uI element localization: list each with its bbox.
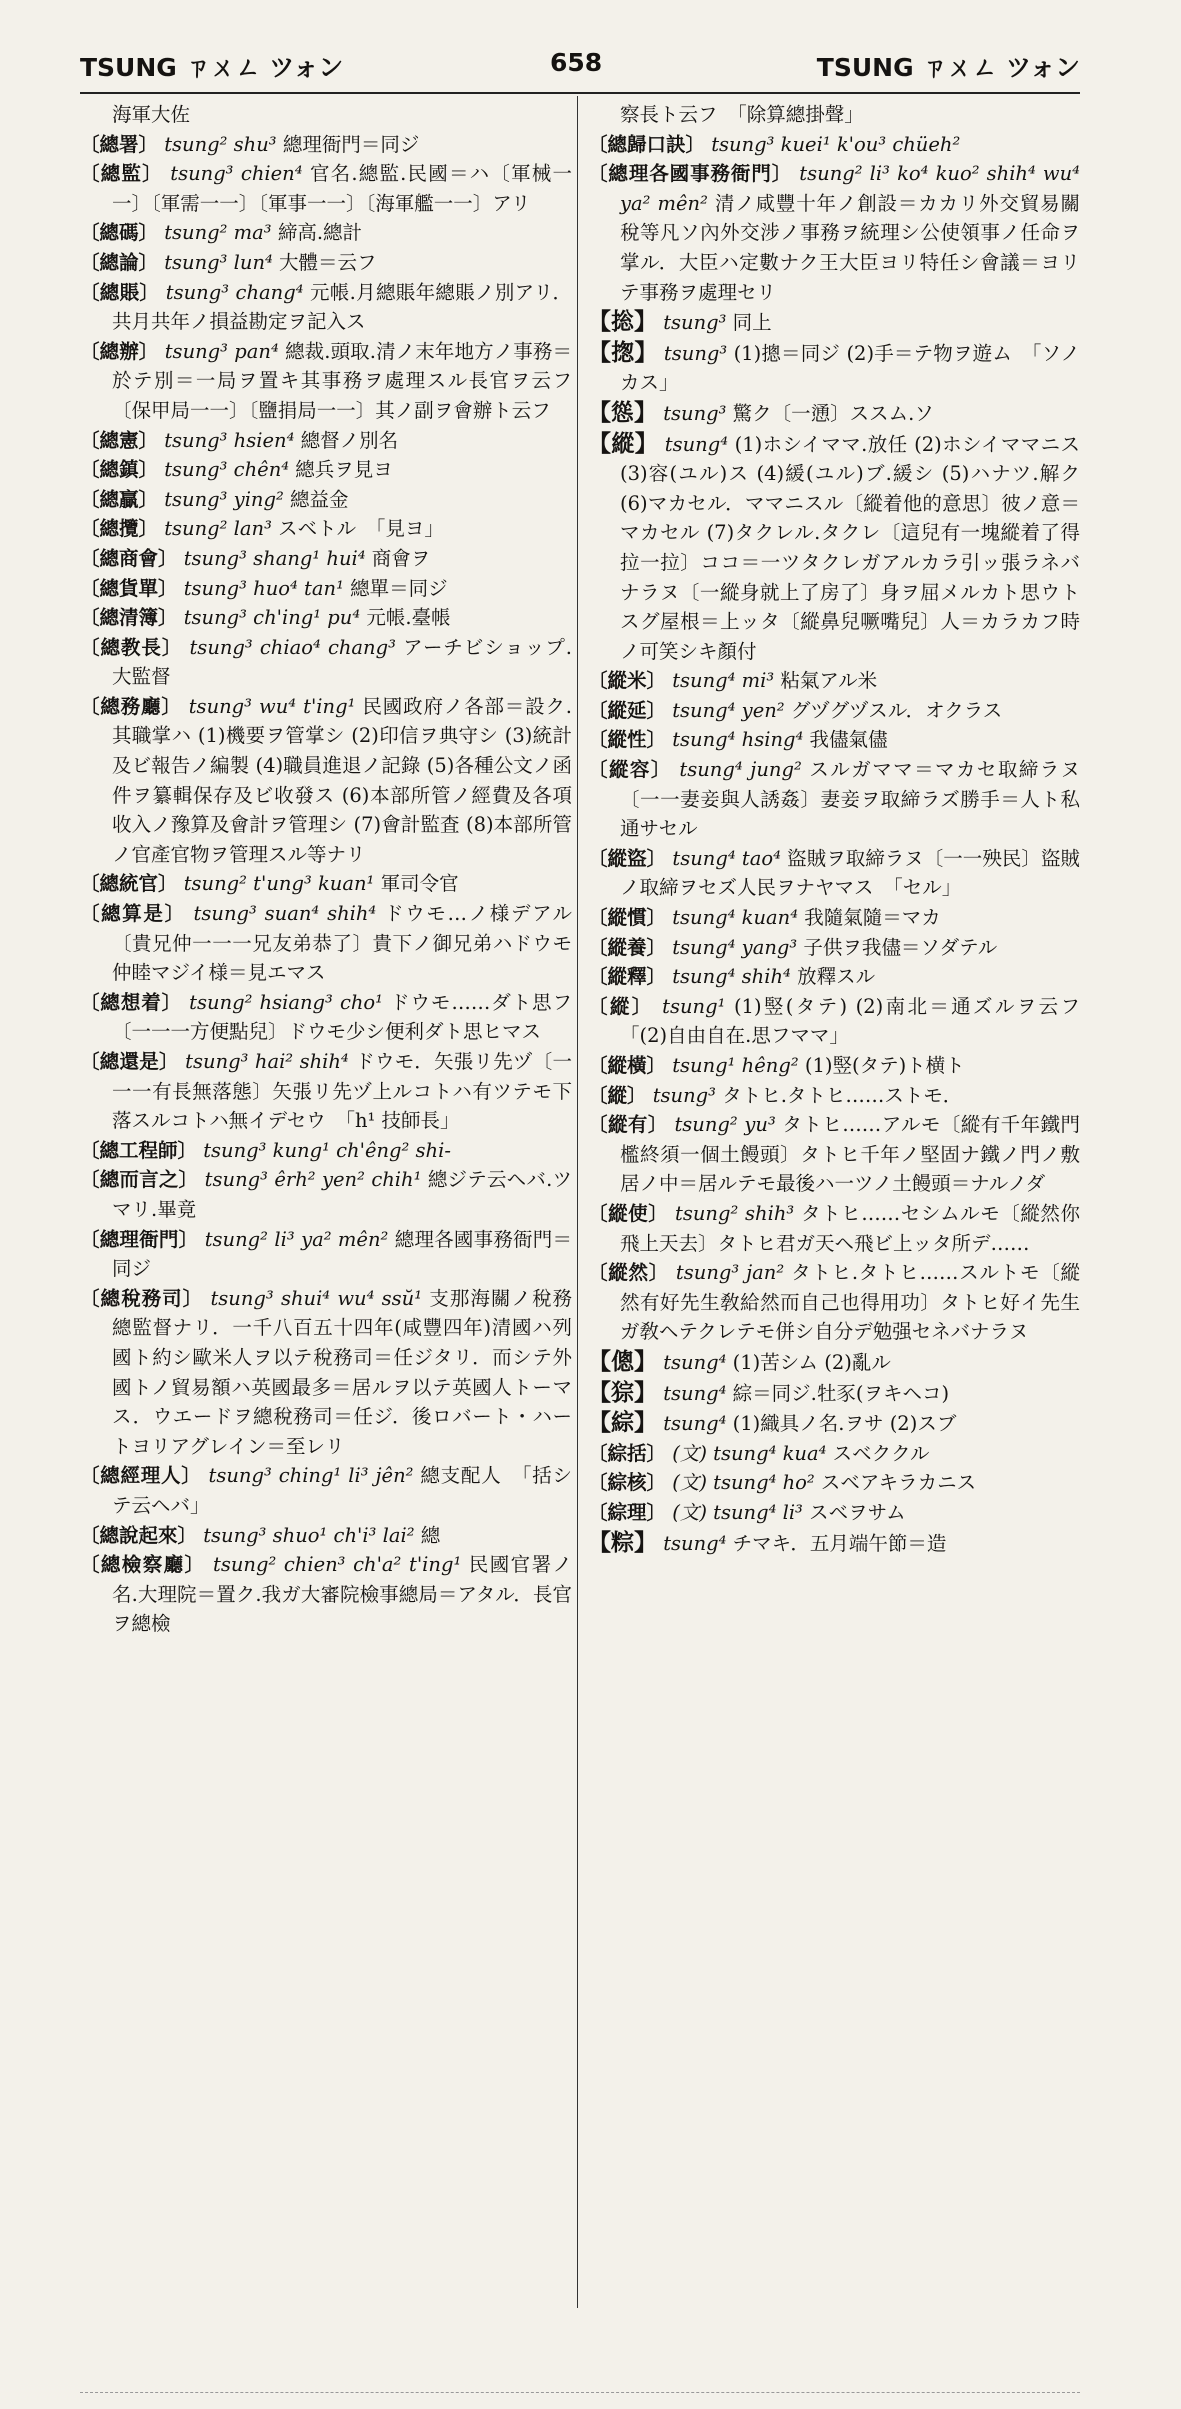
dictionary-entry <box>80 337 572 426</box>
entry-gloss: 總裁.頭取.清ノ末年地方ノ事務＝於テ別＝一局ヲ置キ其事務ヲ處理スル長官ヲ云フ〔保甲局一一〕〔鹽捐局一一〕其ノ副ヲ會辦ト云フ <box>112 339 572 422</box>
entry-headword: 〔縱容〕 <box>588 758 672 782</box>
dictionary-entry <box>588 666 1080 696</box>
dictionary-entry <box>588 696 1080 726</box>
entry-gloss: 粘氣アル米 <box>780 669 878 693</box>
entry-gloss: 我隨氣隨＝マカ <box>804 906 941 930</box>
entry-gloss: 同上 <box>732 311 772 335</box>
entry-romanization: tsung² yu³ <box>667 1113 783 1137</box>
entry-romanization: tsung² shu³ <box>158 132 283 156</box>
entry-headword: 〔總碼〕 <box>80 221 159 245</box>
entry-headword: 【捴】 <box>588 308 657 336</box>
entry-gloss: アーチビショップ.大監督 <box>112 635 572 689</box>
entry-gloss: 元帳.臺帳 <box>366 606 451 630</box>
entry-headword: 〔總想着〕 <box>80 990 183 1014</box>
dictionary-entry <box>588 1408 1080 1439</box>
entry-headword: 〔縱〕 <box>588 994 654 1018</box>
entry-headword: 〔總歸口訣〕 <box>588 132 706 156</box>
entry-romanization: (文) tsung⁴ ho² <box>666 1471 821 1495</box>
entry-romanization: tsung⁴ <box>658 432 735 456</box>
entry-headword: 〔總商會〕 <box>80 546 178 570</box>
entry-gloss: (1)竪(タテ)ト横ト <box>804 1054 965 1077</box>
entry-gloss: 大體＝云フ <box>279 250 377 274</box>
entry-romanization: tsung³ shang¹ hui⁴ <box>177 546 372 570</box>
entry-romanization: tsung³ chien⁴ <box>162 162 310 186</box>
bottom-rule <box>80 2392 1080 2393</box>
entry-gloss: (1)織具ノ名.ヲサ (2)スブ <box>732 1412 957 1436</box>
entry-gloss: (1)ホシイママ.放任 (2)ホシイママニス (3)容(ユル)ス (4)緩(ユル)ブ.緩シ (5)ハナツ.解ク (6)マカセル．ママニスル〔縱着他的意思〕彼ノ意＝マカセル (7)タクレル.タクレ〔這兒有一塊縱着了得拉一拉〕ココ＝一ツタクレガアルカラ引ッ張ラネバナラヌ〔一縱身就上了房了〕身ヲ屈メルカト思ウトスグ屋根＝上ッタ〔縱鼻兒噘嘴兒〕人＝カラカフ時ノ可笑シキ顏付 <box>620 432 1080 663</box>
entry-romanization: tsung³ chên⁴ <box>158 458 296 482</box>
entry-headword: 〔總說起來〕 <box>80 1523 198 1547</box>
entry-romanization: tsung³ <box>657 311 733 335</box>
dictionary-entry <box>80 988 572 1047</box>
dictionary-entry <box>588 1498 1080 1528</box>
entry-gloss: 民國政府ノ各部＝設ク.其職掌ハ (1)機要ヲ管掌シ (2)印信ヲ典守シ (3)統計及ビ報告ノ編製 (4)職員進退ノ記錄 (5)各種公文ノ函件ヲ纂輯保存及ビ收發ス (6)本部所管ノ經費及各項收入ノ豫算及會計ヲ管理シ (7)會計監査 (8)本部所管ノ官產官物ヲ管理スル等ナリ <box>112 694 572 866</box>
entry-romanization: tsung³ pan⁴ <box>158 339 286 363</box>
entry-headword: 〔縱盜〕 <box>588 846 667 870</box>
entry-headword: 〔縱性〕 <box>588 728 667 752</box>
entry-headword: 〔縱養〕 <box>588 935 667 959</box>
dictionary-entry <box>80 574 572 604</box>
entry-gloss: タトヒ……アルモ〔縱有千年鐵門檻終須一個土饅頭〕タトヒ千年ノ堅固ナ鐵ノ門ノ敷居ノ中＝居ルテモ最後ハ一ツノ土饅頭＝ナルノダ <box>620 1113 1080 1196</box>
entry-romanization: tsung³ wu⁴ t'ing¹ <box>181 694 363 718</box>
dictionary-entry <box>80 1284 572 1462</box>
entry-headword: 〔總貨單〕 <box>80 576 178 600</box>
entry-gloss: (1)苦シム (2)亂ル <box>732 1350 891 1374</box>
entry-headword: 〔總務廳〕 <box>80 694 182 718</box>
entry-headword: 〔縱有〕 <box>588 1113 668 1137</box>
entry-gloss: 總兵ヲ見ヨ <box>295 458 393 482</box>
dictionary-entry <box>80 100 572 130</box>
entry-gloss: 海軍大佐 <box>112 103 191 126</box>
header-rule <box>80 92 1080 94</box>
entry-headword: 〔總教長〕 <box>80 635 183 659</box>
dictionary-entry <box>80 426 572 456</box>
entry-gloss: 綜＝同ジ.牡豕(ヲキヘコ) <box>732 1381 950 1405</box>
entry-romanization: (文) tsung⁴ li³ <box>666 1500 810 1524</box>
entry-romanization: tsung³ shuo¹ ch'i³ lai² <box>197 1523 421 1547</box>
entry-romanization: tsung² li³ ya² mên² <box>198 1227 395 1251</box>
entry-headword: 【揔】 <box>588 338 658 366</box>
entry-romanization: tsung⁴ mi³ <box>666 669 781 693</box>
entry-headword: 【粽】 <box>588 1528 657 1556</box>
entry-gloss: 察長ト云フ 「除算總掛聲」 <box>620 103 864 126</box>
entry-romanization: tsung³ huo⁴ tan¹ <box>177 576 351 600</box>
entry-romanization: tsung⁴ <box>657 1350 733 1374</box>
column-divider <box>577 96 578 2308</box>
dictionary-entry <box>588 992 1100 1051</box>
entry-headword: 〔總攬〕 <box>80 517 159 541</box>
entry-gloss: 總督ノ別名 <box>300 428 399 452</box>
dictionary-entry <box>80 1165 572 1224</box>
dictionary-entry <box>588 307 1080 338</box>
entry-gloss: ドウモ．矢張リ先ヅ〔一一一有長無落態〕矢張リ先ヅ上ルコトハ有ツテモ下落スルコトハ無イデセウ 「h¹ 技師長」 <box>112 1050 572 1133</box>
entry-headword: 〔總而言之〕 <box>80 1168 199 1192</box>
dictionary-entry <box>588 338 1080 398</box>
entry-headword: 〔綜理〕 <box>588 1500 667 1524</box>
entry-gloss: 清ノ咸豐十年ノ創設＝カカリ外交貿易關稅等凡ソ內外交涉ノ事務ヲ統理シ公使領事ノ任命ヲ掌ル．大臣ハ定數ナク王大臣ヨリ特任シ會議＝ヨリテ事務ヲ處理セリ <box>620 191 1080 304</box>
entry-headword: 【傯】 <box>588 1347 657 1375</box>
entry-romanization: tsung¹ <box>653 994 734 1018</box>
entry-headword: 〔總理衙門〕 <box>80 1227 199 1251</box>
entry-headword: 〔總憲〕 <box>80 428 159 452</box>
entry-romanization: tsung⁴ tao⁴ <box>666 846 788 870</box>
dictionary-entry <box>588 1347 1080 1378</box>
entry-headword: 〔綜括〕 <box>588 1441 667 1465</box>
entry-headword: 〔總論〕 <box>80 250 159 274</box>
page-header <box>80 48 1080 88</box>
entry-headword: 【猔】 <box>588 1378 657 1406</box>
entry-headword: 〔總理各國事務衙門〕 <box>588 162 793 186</box>
dictionary-entry <box>588 1528 1080 1559</box>
entry-gloss: チマキ．五月端午節＝造 <box>732 1531 947 1555</box>
dictionary-entry <box>588 725 1080 755</box>
dictionary-entry <box>80 1461 572 1520</box>
entry-headword: 〔總檢察廳〕 <box>80 1553 206 1577</box>
entry-headword: 〔總工程師〕 <box>80 1138 198 1162</box>
dictionary-entry <box>588 100 1080 130</box>
entry-gloss: 子供ヲ我儘＝ソダテル <box>803 935 998 959</box>
dictionary-entry <box>80 899 572 988</box>
entry-gloss: 軍司令官 <box>380 872 459 896</box>
entry-gloss: 總理衙門＝同ジ <box>282 132 420 156</box>
dictionary-entry <box>80 1047 572 1136</box>
entry-gloss: 總 <box>420 1523 441 1547</box>
entry-romanization: tsung³ chiao⁴ chang³ <box>182 635 404 659</box>
entry-headword: 〔總統官〕 <box>80 872 178 896</box>
dictionary-entry <box>588 1051 1080 1081</box>
entry-headword: 〔縱〕 <box>588 1083 647 1107</box>
right-column <box>588 100 1100 1558</box>
dictionary-entry <box>80 278 572 337</box>
entry-gloss: スベヲサム <box>809 1500 906 1524</box>
entry-romanization: tsung³ kung¹ ch'êng² shi- <box>197 1138 451 1162</box>
dictionary-entry <box>588 1199 1080 1258</box>
entry-headword: 〔總還是〕 <box>80 1050 179 1073</box>
dictionary-entry <box>80 130 572 160</box>
entry-gloss: 商會ヲ <box>371 546 431 570</box>
entry-romanization: tsung² lan³ <box>158 517 279 541</box>
entry-gloss: 締高.總計 <box>277 221 363 245</box>
entry-romanization: tsung⁴ <box>657 1381 733 1405</box>
entry-gloss: (1)竪(タテ) (2)南北＝通ズルヲ云フ 「(2)自由自在.思フママ」 <box>620 994 1100 1048</box>
dictionary-entry <box>80 1521 572 1551</box>
entry-headword: 〔總監〕 <box>80 162 163 186</box>
dictionary-entry <box>588 398 1080 429</box>
entry-gloss: 元帳.月總賬年總賬ノ別アリ．共月共年ノ損益勘定ヲ記入ス <box>112 280 572 334</box>
entry-romanization: tsung³ ch'ing¹ pu⁴ <box>177 606 367 630</box>
dictionary-entry <box>80 1225 572 1284</box>
entry-gloss: タトヒ.タトヒ……ストモ． <box>722 1083 963 1107</box>
entry-gloss: ドウモ……ダト思フ〔一一一方便點兒〕ドウモ少シ便利ダト思ヒマス <box>112 990 572 1044</box>
entry-headword: 〔總鎮〕 <box>80 458 159 482</box>
entry-headword: 〔縱橫〕 <box>588 1054 667 1077</box>
dictionary-entry <box>80 514 572 544</box>
entry-headword: 〔總清簿〕 <box>80 606 178 630</box>
entry-gloss: 我儘氣儘 <box>809 728 888 752</box>
entry-romanization: tsung³ jan² <box>668 1261 792 1285</box>
entry-romanization: tsung³ suan⁴ shih⁴ <box>185 902 385 926</box>
dictionary-entry <box>80 633 572 692</box>
entry-romanization: tsung² shih³ <box>668 1201 801 1225</box>
entry-romanization: tsung⁴ jung² <box>671 758 810 782</box>
dictionary-entry <box>588 844 1080 903</box>
page-number: 658 <box>550 48 603 77</box>
entry-gloss: スベククル <box>832 1441 930 1465</box>
entry-romanization: tsung³ <box>646 1083 723 1107</box>
entry-gloss: タトヒ……セシムルモ〔縱然你飛上天去〕タトヒ君ガ天ヘ飛ビ上ッタ所デ…… <box>620 1201 1080 1255</box>
dictionary-entry <box>588 933 1080 963</box>
entry-headword: 〔綜核〕 <box>588 1471 667 1495</box>
dictionary-entry <box>588 1081 1080 1111</box>
entry-headword: 〔總經理人〕 <box>80 1464 202 1488</box>
entry-gloss: 總理各國事務衙門＝同ジ <box>112 1227 572 1281</box>
entry-gloss: 總支配人 「括シテ云ヘバ」 <box>112 1464 572 1517</box>
dictionary-entry <box>80 159 572 218</box>
dictionary-entry <box>80 1136 572 1166</box>
dictionary-entry <box>588 159 1080 307</box>
entry-gloss: 總單＝同ジ <box>350 576 448 600</box>
dictionary-entry <box>80 1550 572 1639</box>
entry-gloss: タトヒ.タトヒ……スルトモ〔縱然有好先生敎給然而自己也得用功〕タトヒ好イ先生ガ敎ヘテクレテモ併シ自分デ勉强セネバナラヌ <box>620 1261 1080 1344</box>
entry-romanization: tsung⁴ hsing⁴ <box>666 728 810 752</box>
dictionary-entry <box>80 603 572 633</box>
dictionary-entry <box>588 1439 1080 1469</box>
entry-romanization: tsung⁴ yang³ <box>666 935 804 959</box>
entry-headword: 〔總辦〕 <box>80 339 159 363</box>
entry-romanization: tsung³ <box>657 341 734 365</box>
header-left-guide: TSUNG ㄗㄨㄥ ツォン <box>80 53 344 82</box>
entry-gloss: 驚ク〔一慂〕ススム.ソ <box>732 401 934 425</box>
dictionary-entry <box>588 755 1080 844</box>
entry-romanization: (文) tsung⁴ kua⁴ <box>666 1441 833 1465</box>
entry-gloss: (1)摠＝同ジ (2)手＝テ物ヲ遊ム 「ソノカス」 <box>620 341 1080 395</box>
entry-gloss: スベトル 「見ヨ」 <box>278 517 444 541</box>
entry-headword: 〔縱釋〕 <box>588 965 667 989</box>
dictionary-entry <box>80 869 572 899</box>
entry-gloss: グヅグヅスル．オクラス <box>790 698 1003 722</box>
entry-romanization: tsung⁴ <box>657 1412 733 1436</box>
entry-romanization: tsung⁴ <box>657 1531 733 1555</box>
entry-headword: 〔縱米〕 <box>588 669 667 693</box>
dictionary-entry <box>588 903 1080 933</box>
entry-romanization: tsung³ kuei¹ k'ou³ chüeh² <box>705 132 961 156</box>
entry-romanization: tsung³ hsien⁴ <box>158 428 301 452</box>
entry-romanization: tsung² chien³ ch'a² t'ing¹ <box>205 1553 469 1577</box>
entry-romanization: tsung³ ying² <box>158 487 290 511</box>
entry-romanization: tsung³ shui⁴ wu⁴ ssŭ¹ <box>203 1286 430 1310</box>
entry-romanization: tsung² ma³ <box>158 221 278 245</box>
entry-romanization: tsung⁴ kuan⁴ <box>666 906 805 930</box>
entry-gloss: 總益金 <box>289 487 349 511</box>
dictionary-entry <box>80 218 572 248</box>
entry-gloss: スルガママ＝マカセ取締ラヌ〔一一妻妾與人誘姦〕妻妾ヲ取締ラズ勝手＝人ト私通サセル <box>620 758 1080 841</box>
header-right-guide: TSUNG ㄗㄨㄥ ツォン <box>816 53 1080 82</box>
entry-romanization: tsung² hsiang³ cho¹ <box>182 990 391 1014</box>
entry-headword: 〔縱然〕 <box>588 1261 669 1285</box>
entry-gloss: 支那海關ノ稅務總監督ナリ．一千八百五十四年(咸豐四年)清國ハ列國ト約シ歐米人ヲ以テ稅務司＝任ジタリ．而シテ外國トノ貿易額ハ英國最多＝居ルヲ以テ英國人トーマス．ウエードヲ總稅務司＝任ジ．後ロバート・ハートヨリアグレイン＝至レリ <box>112 1286 572 1458</box>
entry-headword: 〔縱慣〕 <box>588 906 667 930</box>
entry-romanization: tsung² li³ ko⁴ kuo² shih⁴ wu⁴ ya² mên² <box>620 162 1080 215</box>
entry-gloss: 總ジテ云ヘバ.ツマリ.畢竟 <box>112 1168 572 1221</box>
dictionary-entry <box>80 544 572 574</box>
entry-headword: 〔縱延〕 <box>588 698 667 722</box>
dictionary-entry <box>80 485 572 515</box>
entry-gloss: スベアキラカニス <box>820 1471 977 1495</box>
entry-gloss: 盜賊ヲ取締ラヌ〔一一殃民〕盜賊ノ取締ヲセズ人民ヲナヤマス 「セル」 <box>620 846 1080 900</box>
entry-headword: 【慫】 <box>588 398 657 426</box>
entry-headword: 【縱】 <box>588 429 659 457</box>
entry-romanization: tsung² t'ung³ kuan¹ <box>177 872 381 896</box>
dictionary-entry <box>588 1110 1080 1199</box>
left-column <box>80 100 572 1639</box>
dictionary-entry <box>80 692 572 870</box>
dictionary-entry <box>588 429 1080 667</box>
entry-gloss: ドウモ…ノ様デアル〔貴兄仲一一一兄友弟恭了〕貴下ノ御兄弟ハドウモ仲睦マジイ様＝見エマス <box>112 902 572 985</box>
entry-romanization: tsung³ chang⁴ <box>159 280 311 304</box>
entry-gloss: 官名.總監.民國＝ハ〔軍械一一〕〔軍需一一〕〔軍事一一〕〔海軍艦一一〕アリ <box>112 162 572 215</box>
dictionary-entry <box>588 1378 1080 1409</box>
dictionary-entry <box>588 1258 1080 1347</box>
entry-headword: 〔總稅務司〕 <box>80 1286 204 1310</box>
entry-headword: 〔總署〕 <box>80 132 159 156</box>
dictionary-entry <box>80 248 572 278</box>
entry-romanization: tsung³ lun⁴ <box>158 250 280 274</box>
dictionary-entry <box>588 962 1080 992</box>
entry-headword: 〔總贏〕 <box>80 487 159 511</box>
dictionary-entry <box>588 1468 1080 1498</box>
entry-romanization: tsung¹ hêng² <box>666 1054 805 1077</box>
entry-romanization: tsung³ hai² shih⁴ <box>178 1050 356 1073</box>
entry-headword: 【綜】 <box>588 1409 657 1437</box>
entry-headword: 〔縱使〕 <box>588 1201 669 1225</box>
entry-headword: 〔總算是〕 <box>80 902 186 926</box>
entry-romanization: tsung³ ching¹ li³ jên² <box>201 1464 421 1488</box>
entry-gloss: 民國官署ノ名.大理院＝置ク.我ガ大審院檢事總局＝アタル．長官ヲ總檢 <box>112 1553 572 1636</box>
entry-romanization: tsung³ <box>657 401 733 425</box>
entry-romanization: tsung³ êrh² yen² chih¹ <box>198 1168 428 1192</box>
dictionary-entry <box>80 455 572 485</box>
dictionary-entry <box>588 130 1080 160</box>
entry-gloss: 放釋スル <box>797 965 876 989</box>
entry-romanization: tsung⁴ shih⁴ <box>666 965 798 989</box>
entry-headword: 〔總賬〕 <box>80 280 160 304</box>
entry-romanization: tsung⁴ yen² <box>666 698 791 722</box>
